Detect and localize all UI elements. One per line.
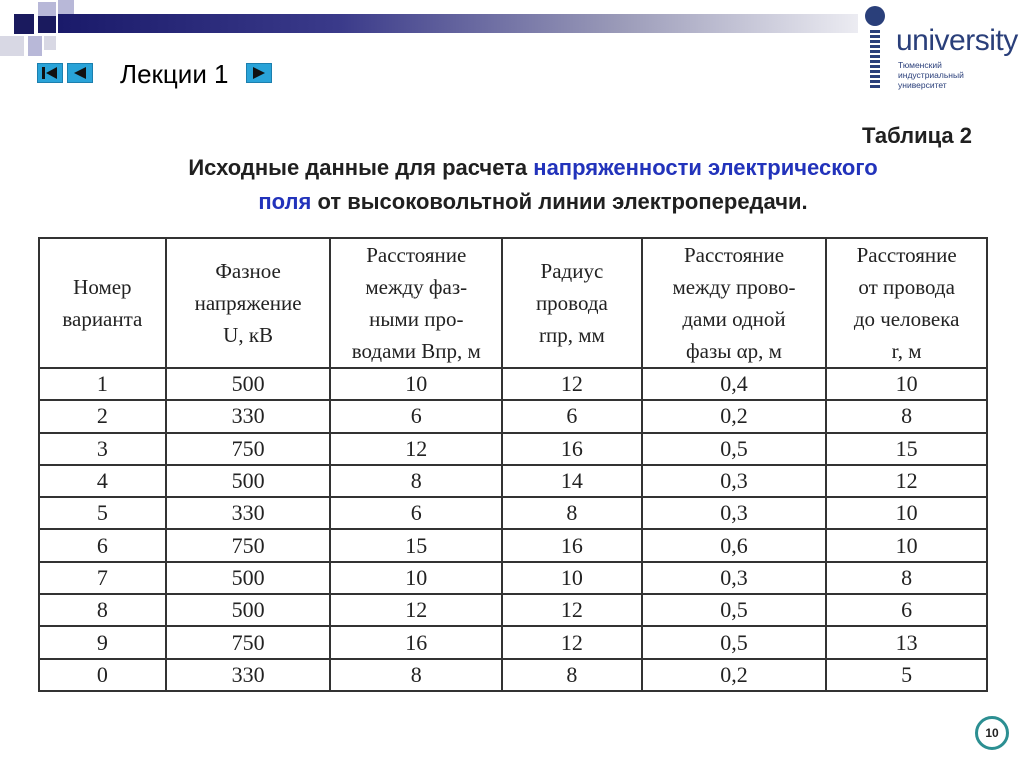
- table-cell: 330: [166, 659, 331, 691]
- title-link-text: поля: [258, 189, 312, 214]
- table-row: [39, 433, 987, 465]
- decor-square: [38, 16, 56, 33]
- table-cell: 1: [39, 368, 166, 400]
- decor-square: [38, 2, 56, 16]
- table-cell: 500: [166, 465, 331, 497]
- header-line: Расстояние: [366, 243, 467, 267]
- table-row: [39, 465, 987, 497]
- table-cell: 8: [502, 497, 642, 529]
- table-header-row: [39, 238, 987, 368]
- header-line: провода: [535, 291, 608, 315]
- header-line: фазы αр, м: [686, 339, 782, 363]
- table-cell: 10: [502, 562, 642, 594]
- table-cell: 7: [39, 562, 166, 594]
- skip-back-icon: [38, 64, 62, 82]
- table-cell: 10: [826, 497, 987, 529]
- logo-stripe: [870, 30, 880, 88]
- header-person-distance: [826, 238, 987, 368]
- header-line: водами Впр, м: [351, 339, 481, 363]
- header-wire-spacing: [642, 238, 827, 368]
- table-cell: 500: [166, 368, 331, 400]
- table-cell: 12: [502, 368, 642, 400]
- header-line: между прово-: [672, 275, 796, 299]
- table-cell: 330: [166, 400, 331, 432]
- prev-slide-button[interactable]: [67, 63, 93, 83]
- table-row: [39, 400, 987, 432]
- table-row: [39, 368, 987, 400]
- table-cell: 0,2: [642, 400, 827, 432]
- table-cell: 6: [330, 497, 502, 529]
- table-cell: 12: [502, 594, 642, 626]
- table-cell: 8: [39, 594, 166, 626]
- decor-square: [58, 0, 74, 14]
- title-text: от высоковольтной линии электропередачи.: [311, 189, 808, 214]
- header-line: r, м: [891, 339, 922, 363]
- globe-icon: [865, 6, 885, 26]
- table-cell: 6: [826, 594, 987, 626]
- table-cell: 8: [330, 465, 502, 497]
- table-cell: 0,5: [642, 433, 827, 465]
- table-cell: 16: [330, 626, 502, 658]
- table-cell: 500: [166, 594, 331, 626]
- table-cell: 13: [826, 626, 987, 658]
- logo-subtitle-line: университет: [898, 80, 947, 90]
- decor-square: [44, 36, 56, 50]
- decor-square: [28, 36, 42, 56]
- header-line: от провода: [858, 275, 955, 299]
- table-cell: 0,3: [642, 562, 827, 594]
- logo-word: university: [896, 24, 1018, 57]
- table-cell: 10: [826, 368, 987, 400]
- table-row: [39, 594, 987, 626]
- first-slide-button[interactable]: [37, 63, 63, 83]
- table-cell: 0,3: [642, 497, 827, 529]
- table-number: Таблица 2: [861, 123, 972, 148]
- header-line: Расстояние: [683, 243, 785, 267]
- header-line: Номер: [73, 275, 132, 299]
- table-cell: 10: [330, 368, 502, 400]
- header-line: rпр, мм: [538, 323, 605, 347]
- table-cell: 0,4: [642, 368, 827, 400]
- header-wire-radius: [502, 238, 642, 368]
- table-cell: 3: [39, 433, 166, 465]
- table-cell: 0,5: [642, 594, 827, 626]
- data-table: [38, 237, 988, 692]
- table-cell: 12: [502, 626, 642, 658]
- header-line: между фаз-: [365, 275, 468, 299]
- table-cell: 750: [166, 433, 331, 465]
- table-cell: 9: [39, 626, 166, 658]
- decor-square: [14, 14, 34, 34]
- table-cell: 5: [39, 497, 166, 529]
- table-cell: 10: [330, 562, 502, 594]
- table-cell: 0,3: [642, 465, 827, 497]
- arrow-left-icon: [68, 64, 92, 82]
- table-row: [39, 529, 987, 561]
- table-row: [39, 626, 987, 658]
- table-cell: 750: [166, 529, 331, 561]
- table-cell: 16: [502, 433, 642, 465]
- table-cell: 15: [330, 529, 502, 561]
- next-slide-button[interactable]: [246, 63, 272, 83]
- page-number-badge: 10: [975, 716, 1009, 750]
- lecture-label: Лекции 1: [120, 59, 229, 89]
- table-cell: 0,2: [642, 659, 827, 691]
- logo-subtitle-line: Тюменский: [898, 60, 942, 70]
- table-cell: 12: [330, 594, 502, 626]
- header-line: варианта: [62, 307, 143, 331]
- header-line: Расстояние: [856, 243, 957, 267]
- title-link-text: напряженности электрического: [533, 155, 878, 180]
- table-cell: 8: [826, 400, 987, 432]
- header-line: напряжение: [194, 291, 302, 315]
- table-cell: 0: [39, 659, 166, 691]
- table-cell: 750: [166, 626, 331, 658]
- table-cell: 14: [502, 465, 642, 497]
- title-line-2: [40, 189, 1024, 215]
- table-cell: 5: [826, 659, 987, 691]
- table-cell: 10: [826, 529, 987, 561]
- header-gradient-bar: [58, 14, 858, 33]
- table-cell: 0,5: [642, 626, 827, 658]
- table-cell: 0,6: [642, 529, 827, 561]
- table-cell: 6: [330, 400, 502, 432]
- table-cell: 15: [826, 433, 987, 465]
- title-line-1: [40, 155, 1024, 181]
- table-cell: 8: [502, 659, 642, 691]
- header-line: Радиус: [540, 259, 604, 283]
- table-body: [39, 368, 987, 691]
- table-cell: 330: [166, 497, 331, 529]
- table-cell: 8: [330, 659, 502, 691]
- table-row: [39, 497, 987, 529]
- arrow-right-icon: [247, 64, 271, 82]
- header-line: дами одной: [682, 307, 786, 331]
- decor-square: [0, 36, 24, 56]
- table-cell: 12: [826, 465, 987, 497]
- header-line: U, кВ: [223, 323, 274, 347]
- university-logo: [862, 4, 1022, 94]
- logo-subtitle-line: индустриальный: [898, 70, 964, 80]
- table-cell: 2: [39, 400, 166, 432]
- title-text: Исходные данные для расчета: [188, 155, 534, 180]
- header-voltage: [166, 238, 331, 368]
- table-cell: 12: [330, 433, 502, 465]
- table-cell: 16: [502, 529, 642, 561]
- header-variant: [39, 238, 166, 368]
- logo-subtitle: [898, 60, 964, 90]
- table-cell: 500: [166, 562, 331, 594]
- table-cell: 8: [826, 562, 987, 594]
- table-cell: 4: [39, 465, 166, 497]
- table-cell: 6: [39, 529, 166, 561]
- header-line: до человека: [853, 307, 960, 331]
- header-line: ными про-: [369, 307, 464, 331]
- header-line: Фазное: [215, 259, 281, 283]
- table-cell: 6: [502, 400, 642, 432]
- table-row: [39, 659, 987, 691]
- header-phase-distance: [330, 238, 502, 368]
- table-row: [39, 562, 987, 594]
